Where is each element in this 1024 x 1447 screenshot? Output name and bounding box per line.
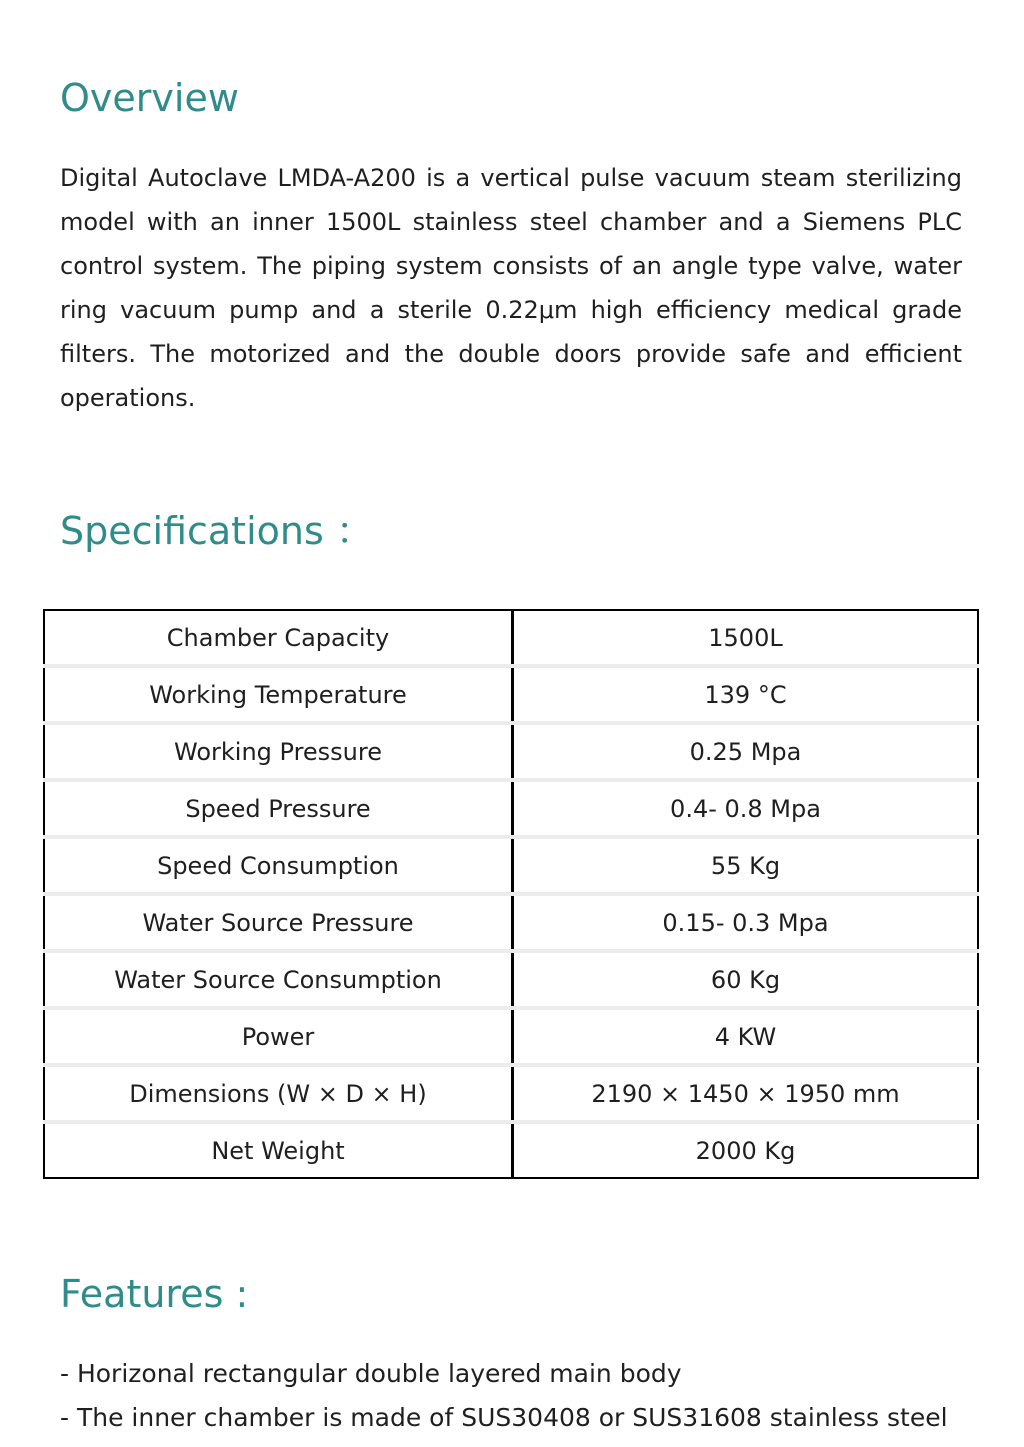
spec-label: Chamber Capacity xyxy=(44,610,513,666)
spec-value: 0.25 Mpa xyxy=(513,723,979,780)
feature-item: - The inner chamber is made of SUS30408 or SUS31608 stainless steel xyxy=(60,1403,948,1432)
spec-value: 139 °C xyxy=(513,666,979,723)
spec-row-speed-pressure xyxy=(44,780,978,837)
spec-row-net-weight xyxy=(44,1122,978,1178)
spec-value: 2190 × 1450 × 1950 mm xyxy=(513,1065,979,1122)
spec-row-working-temperature xyxy=(44,666,978,723)
spec-label: Dimensions (W × D × H) xyxy=(44,1065,513,1122)
spec-row-water-source-pressure xyxy=(44,894,978,951)
spec-row-working-pressure xyxy=(44,723,978,780)
spec-label: Net Weight xyxy=(44,1122,513,1178)
overview-heading: Overview xyxy=(60,76,239,120)
spec-label: Speed Pressure xyxy=(44,780,513,837)
spec-label: Speed Consumption xyxy=(44,837,513,894)
spec-row-power xyxy=(44,1008,978,1065)
overview-paragraph: Digital Autoclave LMDA-A200 is a vertical pulse vacuum steam sterilizing model with an inner 1500L stainless steel chamber and a Siemens PLC control system. The piping system consists of an angle type valve, water ring vacuum pump and a sterile 0.22μm high efficiency medical grade filters. The motorized and the double doors provide safe and efficient operations. xyxy=(60,164,962,412)
spec-row-speed-consumption xyxy=(44,837,978,894)
spec-row-chamber-capacity xyxy=(44,610,978,666)
spec-label: Power xyxy=(44,1008,513,1065)
specifications-table xyxy=(43,609,979,1179)
spec-value: 0.4- 0.8 Mpa xyxy=(513,780,979,837)
spec-value: 60 Kg xyxy=(513,951,979,1008)
spec-value: 0.15- 0.3 Mpa xyxy=(513,894,979,951)
features-heading: Features : xyxy=(60,1272,249,1316)
spec-label: Water Source Consumption xyxy=(44,951,513,1008)
spec-row-water-source-consumption xyxy=(44,951,978,1008)
spec-label: Water Source Pressure xyxy=(44,894,513,951)
spec-value: 4 KW xyxy=(513,1008,979,1065)
features-list xyxy=(60,1352,948,1440)
specifications-heading: Specifications ： xyxy=(60,509,374,553)
spec-value: 55 Kg xyxy=(513,837,979,894)
spec-value: 2000 Kg xyxy=(695,1136,796,1165)
spec-label: Working Pressure xyxy=(44,723,513,780)
spec-value: 1500L xyxy=(513,610,979,666)
spec-row-dimensions xyxy=(44,1065,978,1122)
spec-label: Working Temperature xyxy=(44,666,513,723)
feature-item: - Horizonal rectangular double layered main body xyxy=(60,1359,682,1388)
